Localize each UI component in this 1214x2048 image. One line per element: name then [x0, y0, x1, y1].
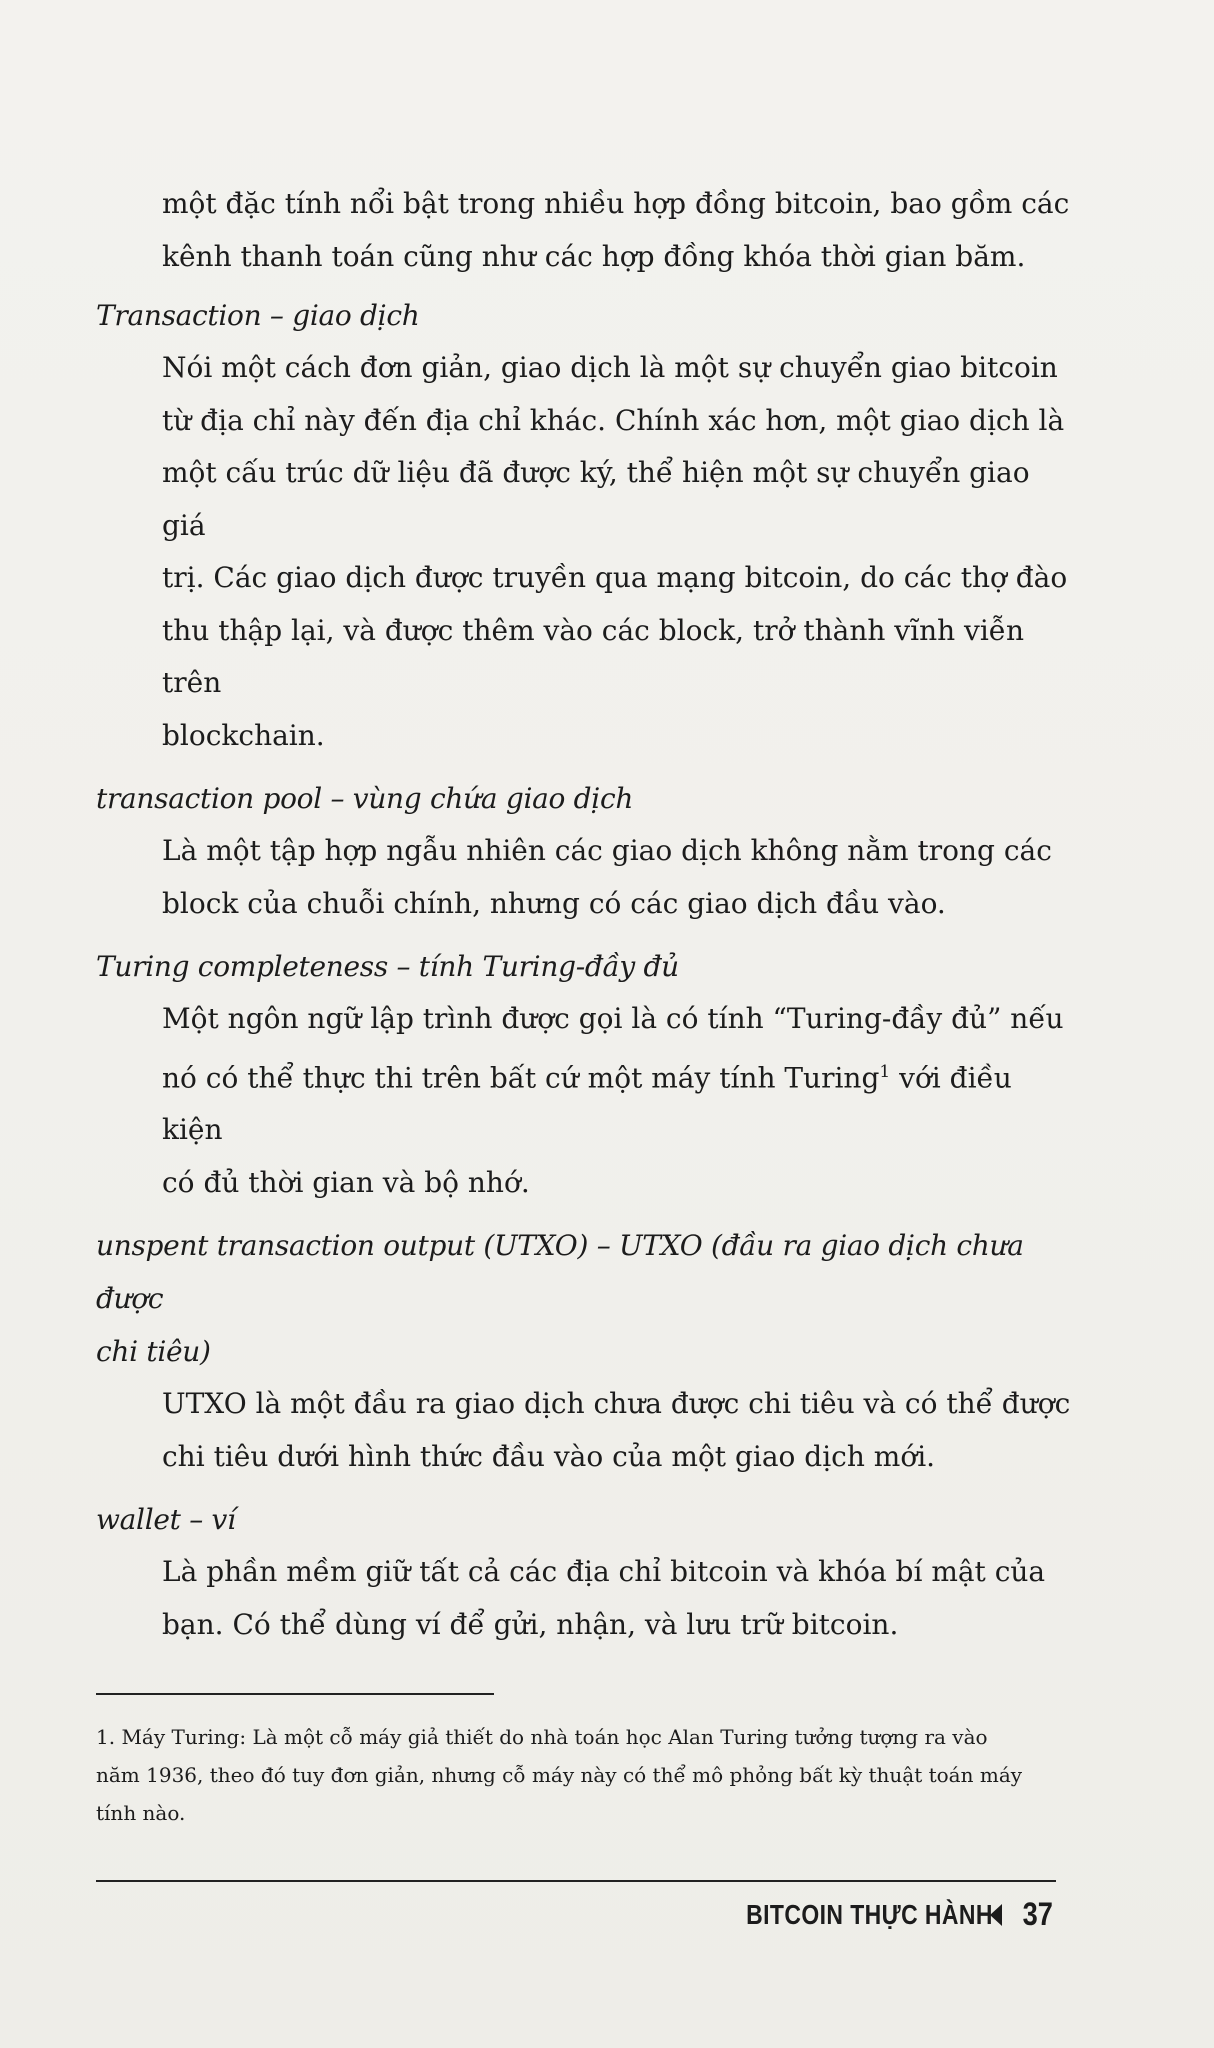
- definition-transaction: [162, 342, 1076, 762]
- definition-line-with-footnote: [162, 1046, 1076, 1157]
- definition-line: trị. Các giao dịch được truyền qua mạng bitcoin, do các thợ đào: [162, 561, 1068, 594]
- definition-transaction-pool: [162, 825, 1076, 930]
- intro-line: một đặc tính nổi bật trong nhiều hợp đồng bitcoin, bao gồm các: [162, 187, 1070, 220]
- glossary-term-transaction-pool: transaction pool – vùng chứa giao dịch: [96, 782, 634, 815]
- footnote-reference[interactable]: 1: [879, 1061, 891, 1082]
- book-title: BITCOIN THỰC HÀNH: [745, 1898, 993, 1930]
- definition-line: chi tiêu dưới hình thức đầu vào của một giao dịch mới.: [162, 1439, 936, 1473]
- definition-line: có đủ thời gian và bộ nhớ.: [162, 1165, 530, 1199]
- glossary-term-turing-completeness: Turing completeness – tính Turing-đầy đủ: [96, 950, 679, 983]
- page-footer: [692, 1896, 1056, 1933]
- definition-text: với điều kiện: [162, 1060, 1012, 1147]
- definition-line: Một ngôn ngữ lập trình được gọi là có tính “Turing-đầy đủ” nếu: [162, 1002, 1064, 1035]
- definition-utxo: [162, 1378, 1076, 1483]
- glossary-term-wallet: wallet – ví: [96, 1503, 236, 1537]
- footnote-divider: [96, 1693, 494, 1695]
- footer-divider: [96, 1880, 1056, 1882]
- footnote: [96, 1718, 1056, 1832]
- definition-line: bạn. Có thể dùng ví để gửi, nhận, và lưu trữ bitcoin.: [162, 1607, 899, 1641]
- footnote-line: năm 1936, theo đó tuy đơn giản, nhưng cỗ máy này có thể mô phỏng bất kỳ thuật toán máy: [96, 1763, 1023, 1787]
- definition-turing-completeness: [162, 993, 1076, 1209]
- definition-line: một cấu trúc dữ liệu đã được ký, thể hiện một sự chuyển giao giá: [162, 456, 1030, 542]
- glossary-term-utxo: unspent transaction output (UTXO) – UTXO (đầu ra giao dịch chưa được: [96, 1229, 1024, 1316]
- definition-line: Là một tập hợp ngẫu nhiên các giao dịch không nằm trong các: [162, 834, 1052, 867]
- intro-paragraph: [162, 178, 1076, 283]
- definition-line: từ địa chỉ này đến địa chỉ khác. Chính xác hơn, một giao dịch là: [162, 403, 1065, 437]
- definition-text: nó có thể thực thi trên bất cứ một máy tính Turing: [162, 1060, 880, 1094]
- footnote-line: tính nào.: [96, 1801, 186, 1825]
- definition-line: UTXO là một đầu ra giao dịch chưa được chi tiêu và có thể được: [162, 1387, 1071, 1421]
- definition-line: thu thập lại, và được thêm vào các block, trở thành vĩnh viễn trên: [162, 613, 1025, 699]
- footnote-line: 1. Máy Turing: Là một cỗ máy giả thiết do nhà toán học Alan Turing tưởng tượng ra vào: [96, 1725, 988, 1749]
- intro-line: kênh thanh toán cũng như các hợp đồng khóa thời gian băm.: [162, 239, 1026, 273]
- definition-line: block của chuỗi chính, nhưng có các giao dịch đầu vào.: [162, 886, 946, 920]
- definition-line: blockchain.: [162, 718, 325, 752]
- definition-line: Nói một cách đơn giản, giao dịch là một sự chuyển giao bitcoin: [162, 351, 1058, 384]
- glossary-term-utxo-continued: chi tiêu): [96, 1335, 211, 1369]
- definition-wallet: [162, 1546, 1076, 1651]
- glossary-term-transaction: Transaction – giao dịch: [96, 299, 420, 332]
- page-number: 37: [1023, 1896, 1054, 1932]
- definition-line: Là phần mềm giữ tất cả các địa chỉ bitcoin và khóa bí mật của: [162, 1555, 1046, 1589]
- glossary-content: [96, 178, 1076, 1651]
